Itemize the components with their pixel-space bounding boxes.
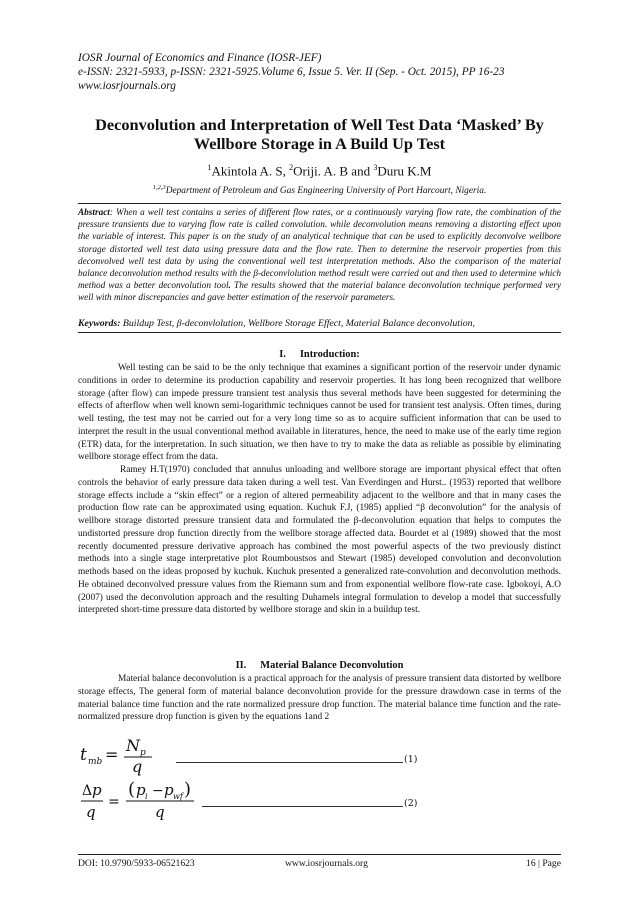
svg-text:t: t [80, 745, 87, 765]
section-1-number: I. [279, 349, 286, 360]
section-2-body [78, 673, 561, 724]
section-1-paragraph-2: Ramey H.T(1970) concluded that annulus unloading and wellbore storage are important physical effect that often controls the behavior of early pressure data taken during a well test. Van Everdingen and Hurst.. (1953) reported that wellbore storage effects include a “skin effect” or a region of altered permeability adjacent to the wellbore and that in many cases the production flow rate can be approximated using equation. Kuchuk F.J, (1985) applied “β deconvolution” for the analysis of wellbore storage distorted pressure transient data and formulated the β-deconvolution equation that helps to computes the undistorted pressure drop function directly from the wellbore storage affected data. Bourdet et al (1989) showed that the most recently documented pressure derivative approach has combined the most powerful aspects of the two previously distinct methods into a single stage interpretative plot Roumboustsos and Stewart (1985) developed convolution and deconvolution methods based on the ideas proposed by kuchuk. Kuchuk presented a generalized rate-convolution and deconvolution methods. He obtained deconvolved pressure values from the Riemann sum and from exponential wellbore flow-rate case. Igbokoyi, A.O (2007) used the deconvolution approach and the resulting Duhamels integral formulation to develop a model that successfully interpreted short-time pressure data distorted by wellbore storage and skin in a buildup test. [78, 465, 561, 616]
section-1-paragraph-1: Well testing can be said to be the only technique that examines a significant portion of the reservoir under dynamic conditions in order to determine its production capability and reservoir properties. It has long been recognized that wellbore storage (after flow) can impede pressure transient test analysis thus several methods have been suggested for determining the effects of afterflow when well known semi-logarithmic techniques cannot be used for transient test analysis. Often times, during well testing, the test may not be carried out for a very long time so as to acquire sufficient information that can be used to interpret the result in the usual conventional method available in literatures, hence, the need to make use of the early time region (ETR) data, for the interpretation. In such situation, we then have to try to make the data as reliable as possible by eliminating wellbore storage effect from the data. [78, 363, 561, 463]
keywords-text: Buildup Test, β-deconvlolution, Wellbore Storage Effect, Material Balance deconvolution, [120, 318, 475, 329]
svg-text:(: ( [128, 779, 136, 800]
svg-text:q: q [132, 757, 143, 776]
author-2-marker: 2 [289, 163, 294, 172]
svg-text:=: = [108, 794, 120, 810]
svg-text:i: i [145, 792, 148, 801]
paper-title [78, 115, 561, 153]
svg-text:): ) [184, 779, 192, 800]
abstract-bottom-rule [78, 332, 561, 333]
footer-rule [78, 854, 561, 855]
author-2: Oriji. A. B and [293, 163, 374, 179]
abstract-text-a: : When a well test contains a series of different flow rates, or a continuously varying flow rate, the combination of the pressure transients due to varying flow rate is called convolution. while deconvolution means removing a distorting effect upon the variable of interest. This paper is on the study of an analytical technique that can be used to explicitly deconvolve wellbore storage distorted well test data using pressure data and the flow rate. Then to determine the reservoir properties from this deconvolved well test data by using the conventional well test interpretation methods. Also the comparison of the material balance deconvolution method results with the β-deconvlolution method result were carried out and then used to determine which method was a better deconvolution tool [78, 208, 561, 292]
footer-doi: DOI: 10.9790/5933-06521623 [78, 858, 195, 869]
svg-text:p: p [164, 781, 174, 799]
section-2-heading [78, 659, 561, 672]
journal-url: www.iosrjournals.org [78, 80, 176, 92]
svg-text:q: q [86, 803, 96, 821]
equation-1 [78, 736, 561, 776]
svg-text:p: p [136, 781, 146, 799]
affiliation-text: Department of Petroleum and Gas Engineering University of Port Harcourt, Nigeria. [165, 186, 487, 197]
svg-text:wf: wf [173, 792, 183, 801]
svg-text:−: − [152, 783, 164, 799]
svg-text:p: p [140, 748, 146, 758]
journal-issn: e-ISSN: 2321-5933, p-ISSN: 2321-5925.Volume 6, Issue 5. Ver. II (Sep. - Oct. 2015), PP 16-23 [78, 66, 505, 78]
author-3-marker: 3 [373, 163, 378, 172]
author-1: Akintola A. S, [211, 163, 290, 179]
footer-website: www.iosrjournals.org [285, 858, 368, 869]
equation-2 [78, 779, 561, 823]
abstract-bold-period: . [228, 281, 231, 292]
svg-text:N: N [126, 736, 140, 755]
section-1-body [78, 362, 561, 617]
section-2-number: II. [235, 660, 247, 671]
affiliation-marker: 1,2,3 [152, 184, 166, 191]
abstract-label: Abstract [78, 208, 110, 218]
section-2-title: Material Balance Deconvolution [260, 660, 404, 671]
abstract-text-b: The results showed that the material balance deconvolution technique performed very well with minor discrepancies and gave better estimation of the reservoir parameters. [78, 281, 561, 304]
svg-text:mb: mb [88, 757, 103, 767]
author-list [78, 160, 561, 179]
svg-text:p: p [92, 781, 102, 799]
abstract-top-rule [78, 203, 561, 204]
keywords [78, 318, 561, 330]
equation-2-number: (2) [404, 798, 418, 809]
author-3: Duru K.M [377, 163, 432, 179]
abstract [78, 207, 561, 305]
section-2-paragraph-1: Material balance deconvolution is a practical approach for the analysis of pressure transient data distorted by wellbore storage effects, The general form of material balance deconvolution provide for the pressure drawdown case in terms of the material balance time function and the rate normalized pressure drop function. The material balance time function and the rate-normalized pressure drop function is given by the equations 1and 2 [78, 674, 561, 723]
svg-text:q: q [155, 803, 165, 821]
affiliation [78, 182, 561, 197]
section-1-title: Introduction: [299, 349, 360, 360]
equation-2-leader-line [202, 806, 403, 807]
equation-1-leader-line [176, 762, 403, 763]
equation-1-number: (1) [404, 754, 418, 765]
footer-page-number: 16 | Page [526, 858, 561, 869]
journal-header [78, 51, 561, 93]
equation-2-formula [80, 779, 210, 823]
svg-text:=: = [105, 745, 119, 764]
author-1-marker: 1 [207, 163, 212, 172]
keywords-label: Keywords: [78, 318, 121, 329]
paper-title-line-1: Deconvolution and Interpretation of Well Test Data ‘Masked’ By [95, 115, 544, 134]
equation-1-formula [80, 736, 190, 776]
paper-title-line-2: Wellbore Storage in A Build Up Test [193, 134, 446, 153]
svg-text:Δ: Δ [82, 783, 93, 799]
journal-name: IOSR Journal of Economics and Finance (IOSR-JEF) [78, 52, 322, 64]
section-1-heading [78, 348, 561, 361]
